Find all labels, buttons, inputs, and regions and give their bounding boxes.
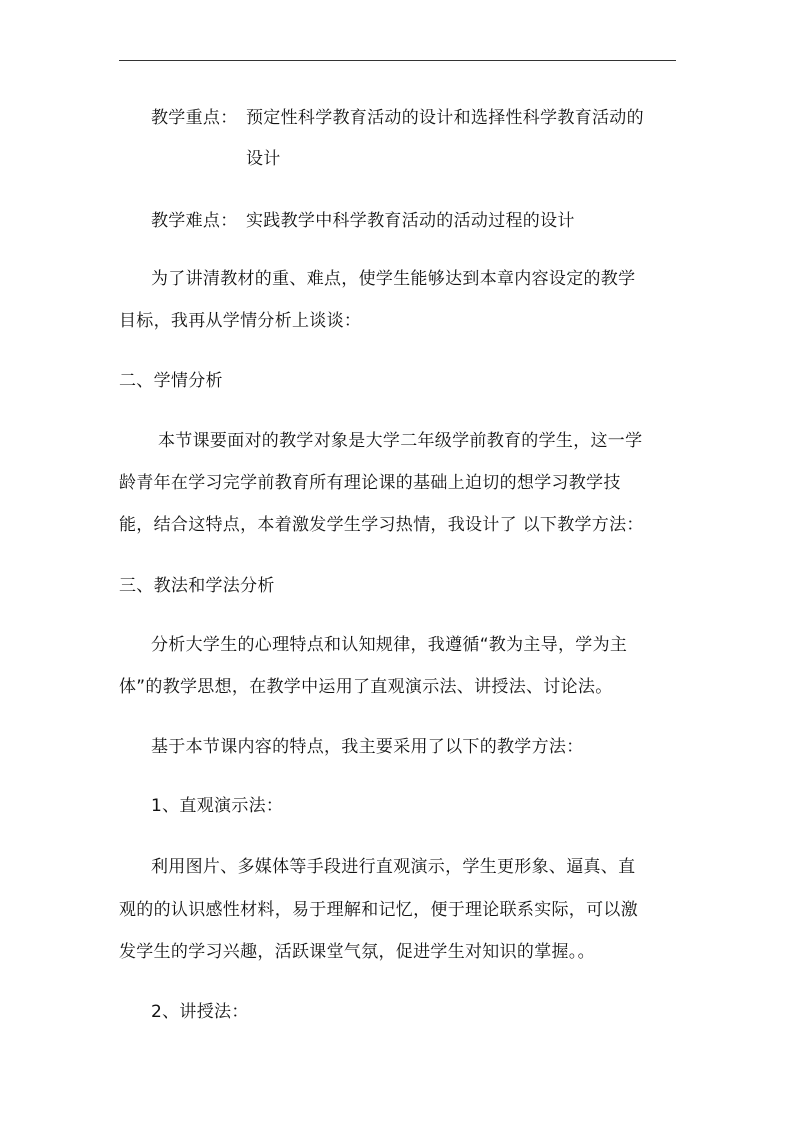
section3-p2: 基于本节课内容的特点，我主要采用了以下的教学方法： <box>151 737 584 757</box>
intro-line2: 目标，我再从学情分析上谈谈： <box>119 311 362 331</box>
key-points-label: 教学重点： <box>151 108 238 128</box>
key-points-line2: 设计 <box>246 149 281 169</box>
section2-heading: 二、学情分析 <box>119 371 223 391</box>
key-points-line1: 预定性科学教育活动的设计和选择性科学教育活动的 <box>246 108 644 128</box>
method1-line1: 利用图片、多媒体等手段进行直观演示，学生更形象、逼真、直 <box>151 857 636 877</box>
section3-p1-line2: 体”的教学思想，在教学中运用了直观演示法、讲授法、讨论法。 <box>119 677 613 697</box>
section3-p1-line1: 分析大学生的心理特点和认知规律，我遵循“教为主导，学为主 <box>151 635 628 655</box>
method2-heading: 2、讲授法： <box>151 1002 249 1022</box>
section3-heading: 三、教法和学法分析 <box>119 576 275 596</box>
method1-heading: 1、直观演示法： <box>151 796 284 816</box>
difficulties-label: 教学难点： <box>151 211 238 231</box>
section2-line2: 龄青年在学习完学前教育所有理论课的基础上迫切的想学习教学技 <box>119 473 621 493</box>
method1-line3: 发学生的学习兴趣，活跃课堂气氛，促进学生对知识的掌握。。 <box>119 942 595 962</box>
difficulties-text: 实践教学中科学教育活动的活动过程的设计 <box>246 211 575 231</box>
intro-line1: 为了讲清教材的重、难点，使学生能够达到本章内容设定的教学 <box>151 269 636 289</box>
section2-line1: 本节课要面对的教学对象是大学二年级学前教育的学生，这一学 <box>158 431 643 451</box>
method1-line2: 观的的认识感性材料，易于理解和记忆，便于理论联系实际，可以激 <box>119 900 638 920</box>
header-rule <box>119 60 676 61</box>
section2-line3: 能，结合这特点，本着激发学生学习热情，我设计了 以下教学方法： <box>119 515 644 535</box>
